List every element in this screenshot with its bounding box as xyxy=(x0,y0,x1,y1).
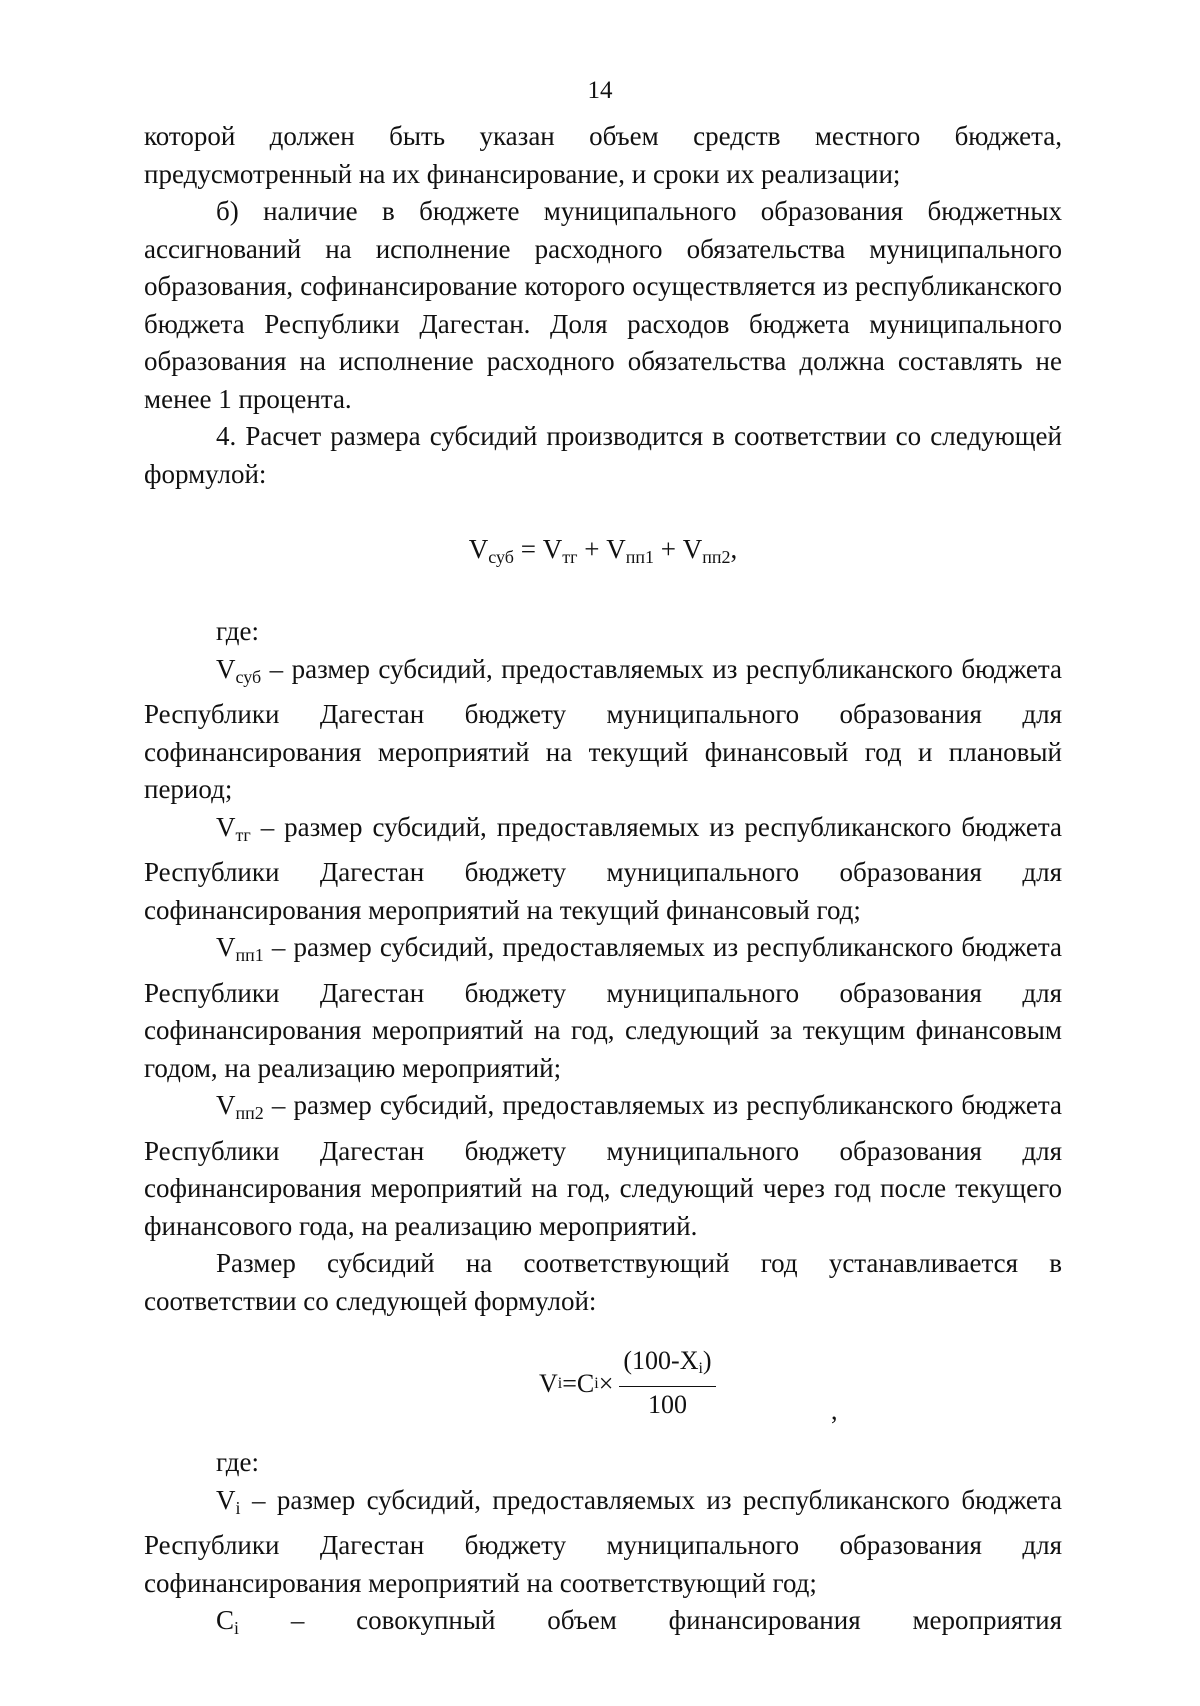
formula-total-subsidy: $V_{суб} = V_{тг} + V_{пп1} + V_{пп2}$, xyxy=(468,534,738,567)
definition-vsub: Vсуб – размер субсидий, предоставляемых из республиканского бюджета Республики Дагестан бюджету муниципального образования для софинансирования мероприятий на текущий финансовый год и плановый период; xyxy=(144,653,1062,804)
paragraph-continuation: которой должен быть указан объем средств местного бюджета, предусмотренный на их финансирование, и сроки их реализации; xyxy=(144,121,1062,189)
where-label-2: где: xyxy=(216,1447,259,1477)
document-body xyxy=(144,118,1062,1648)
definition-vi: Vi – размер субсидий, предоставляемых из республиканского бюджета Республики Дагестан бюджету муниципального образования для софинансирования мероприятий на соответствующий год; xyxy=(144,1484,1062,1598)
definition-vpp2: Vпп2 – размер субсидий, предоставляемых из республиканского бюджета Республики Дагестан бюджету муниципального образования для софинансирования мероприятий на год, следующий через год после текущего финансового года, на реализацию мероприятий. xyxy=(144,1090,1062,1241)
page-number: 14 xyxy=(587,77,613,104)
formula-fraction: $\frac{(100-Xi)}{100}$ xyxy=(619,1346,715,1421)
definition-vtg: Vтг – размер субсидий, предоставляемых из республиканского бюджета Республики Дагестан бюджету муниципального образования для софинансирования мероприятий на текущий финансовый год; xyxy=(144,811,1062,925)
where-label-1: где: xyxy=(216,616,259,646)
formula-annual-subsidy: V i =C i × $\frac{(100-Xi)}{100}$ , xyxy=(539,1346,838,1425)
definition-vpp1: Vпп1 – размер субсидий, предоставляемых из республиканского бюджета Республики Дагестан бюджету муниципального образования для софинансирования мероприятий на год, следующий за текущим финансовым годом, на реализацию мероприятий; xyxy=(144,932,1062,1083)
paragraph-item-b: б) наличие в бюджете муниципального образования бюджетных ассигнований на исполнение расходного обязательства муниципального образования, софинансирование которого осуществляется из республиканского бюджета Республики Дагестан. Доля расходов бюджета муниципального образования на исполнение расходного обязательства должна составлять не менее 1 процента. xyxy=(144,196,1062,414)
paragraph-item-4: 4. Расчет размера субсидий производится в соответствии со следующей формулой: xyxy=(144,421,1062,489)
definition-ci: Ci – совокупный объем финансирования мероприятия xyxy=(216,1605,1062,1638)
paragraph-annual-subsidy: Размер субсидий на соответствующий год устанавливается в соответствии со следующей формулой: xyxy=(144,1248,1062,1316)
